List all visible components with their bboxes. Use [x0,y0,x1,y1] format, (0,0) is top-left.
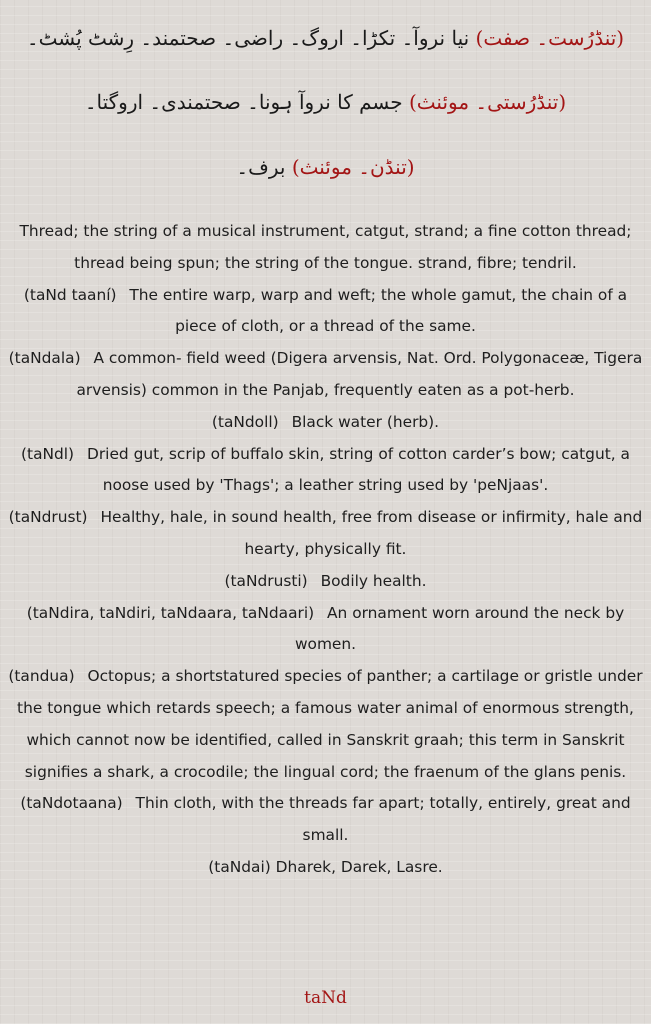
urdu-entry-tandan [0,155,651,179]
urdu-entry-tandrusti [0,90,651,114]
entry-definition: An ornament worn around the neck by women. [294,603,625,654]
entry-tandua [6,661,645,788]
urdu-headword: (تنڈرُست۔ صفت) [475,26,625,50]
entry-tandala [6,343,645,407]
urdu-definition: جسم کا نروآ ہونا۔ صحتمندی۔ اروگتا۔ [84,90,403,114]
entry-definition: Dried gut, scrip of buffalo skin, string of cotton carder’s bow; catgut, a noose used by 'Thags'; a leather string used by 'peNjaas'. [86,444,630,495]
entry-headword: (taNdl) [21,444,75,463]
urdu-definition: برف۔ [236,155,286,179]
urdu-definition: نیا نروآ۔ تکڑا۔ اروگ۔ راضی۔ صحتمند۔ رِشٹ پُشٹ۔ [26,26,470,50]
entry-tandl [6,439,645,503]
entry-headword: (taNdotaana) [20,794,123,813]
entry-headword: (taNdira, taNdiri, taNdaara, taNdaari) [26,603,315,622]
entry-definition: Dharek, Darek, Lasre. [275,857,443,876]
entry-definition: Thread; the string of a musical instrument, catgut, strand; a fine cotton thread; thread being spun; the string of the tongue. strand, fibre; tendril. [19,222,632,272]
entry-headword: (taNd taaní) [23,285,117,304]
entry-definition: A common- field weed (Digera arvensis, Nat. Ord. Polygonaceæ, Tigera arvensis) common in the Panjab, frequently eaten as a pot-herb. [76,349,643,399]
entry-tandira [6,598,645,662]
entry-definition: Black water (herb). [291,412,440,431]
entry-definition: Thin cloth, with the threads far apart; totally, entirely, great and small. [135,794,631,845]
urdu-headword: (تنڈن۔ موئنث) [291,155,415,179]
footer-keyword: taNd [304,988,347,1008]
entry-definition: Healthy, hale, in sound health, free from disease or infirmity, hale and hearty, physically fit. [100,508,643,558]
entry-definition: Bodily health. [320,571,427,590]
entry-definition: The entire warp, warp and weft; the whole gamut, the chain of a piece of cloth, or a thread of the same. [129,285,628,336]
urdu-entry-tandrust [0,26,651,50]
entry-headword: (taNdala) [8,349,81,368]
entry-tandrusti [6,566,645,598]
urdu-headword: (تنڈرُستی۔ موئنث) [408,90,567,114]
entry-tandai [6,852,645,884]
entry-tandrust [6,502,645,566]
entry-headword: (taNdoll) [211,412,279,431]
entry-headword: (taNdrusti) [224,571,308,590]
entry-headword: (tandua) [8,667,75,686]
entry-tandoll [6,407,645,439]
entry-tand [6,216,645,280]
entry-tand-taani [6,280,645,344]
english-entries [6,216,645,884]
entry-headword: (taNdrust) [8,508,88,527]
entry-definition: Octopus; a shortstatured species of panther; a cartilage or gristle under the tongue which retards speech; a famous water animal of enormous strength, which cannot now be identified, called in Sanskrit graah; this term in Sanskrit signifies a shark, a crocodile; the lingual cord; the fraenum of the glans penis. [17,667,643,781]
entry-headword: (taNdai) [208,857,271,876]
entry-tandotaana [6,788,645,852]
